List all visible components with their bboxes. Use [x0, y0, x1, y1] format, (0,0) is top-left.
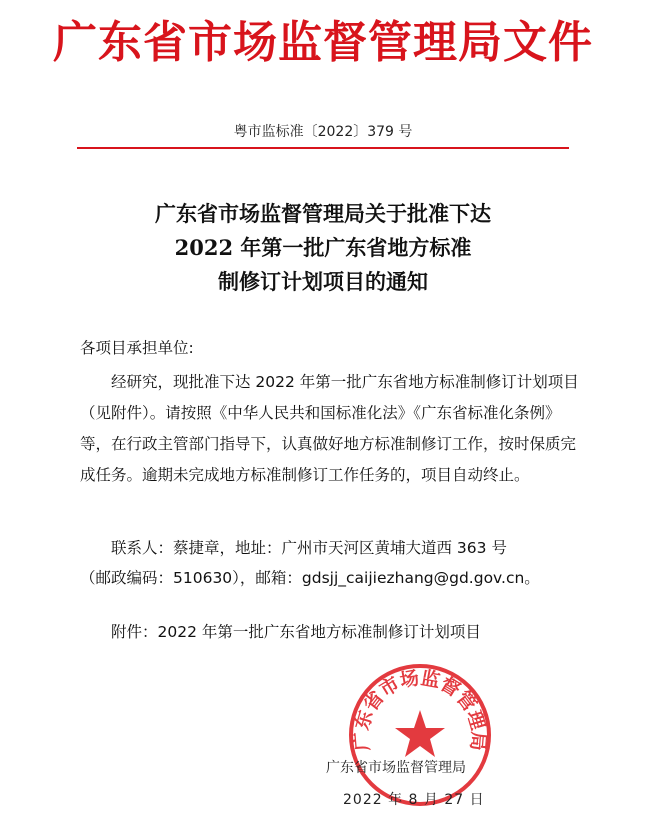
salutation: 各项目承担单位:	[80, 339, 194, 357]
signing-authority: 广东省市场监督管理局	[326, 760, 466, 776]
notice-title-line-3: 制修订计划项目的通知	[218, 269, 428, 294]
body-paragraph: 经研究，现批准下达 2022 年第一批广东省地方标准制修订计划项目（见附件）。请按照《中华人民共和国标准化法》《广东省标准化条例》等，在行政主管部门指导下，认真做好地方标准制修订工作，按时保质完成任务。逾期未完成地方标准制修订工作任务的，项目自动终止。	[80, 373, 579, 484]
star-icon	[395, 710, 445, 757]
header-divider	[77, 147, 569, 149]
signing-date: 2022 年 8 月 27 日	[343, 792, 485, 808]
notice-title-line-1: 广东省市场监督管理局关于批准下达	[155, 201, 491, 226]
notice-title-line-2: 2022 年第一批广东省地方标准	[174, 235, 472, 260]
contact-line-2: （邮政编码：510630），邮箱：gdsjj_caijiezhang@gd.gov.cn。	[80, 569, 540, 587]
document-number: 粤市监标准〔2022〕379 号	[233, 124, 413, 140]
document-header-title: 广东省市场监督管理局文件	[53, 17, 593, 68]
attachment-line: 附件：2022 年第一批广东省地方标准制修订计划项目	[111, 623, 481, 641]
official-seal	[347, 662, 493, 808]
seal-text: 广东省市场监督管理局	[350, 667, 490, 752]
contact-line-1: 联系人：蔡捷章，地址：广州市天河区黄埔大道西 363 号	[111, 539, 507, 557]
